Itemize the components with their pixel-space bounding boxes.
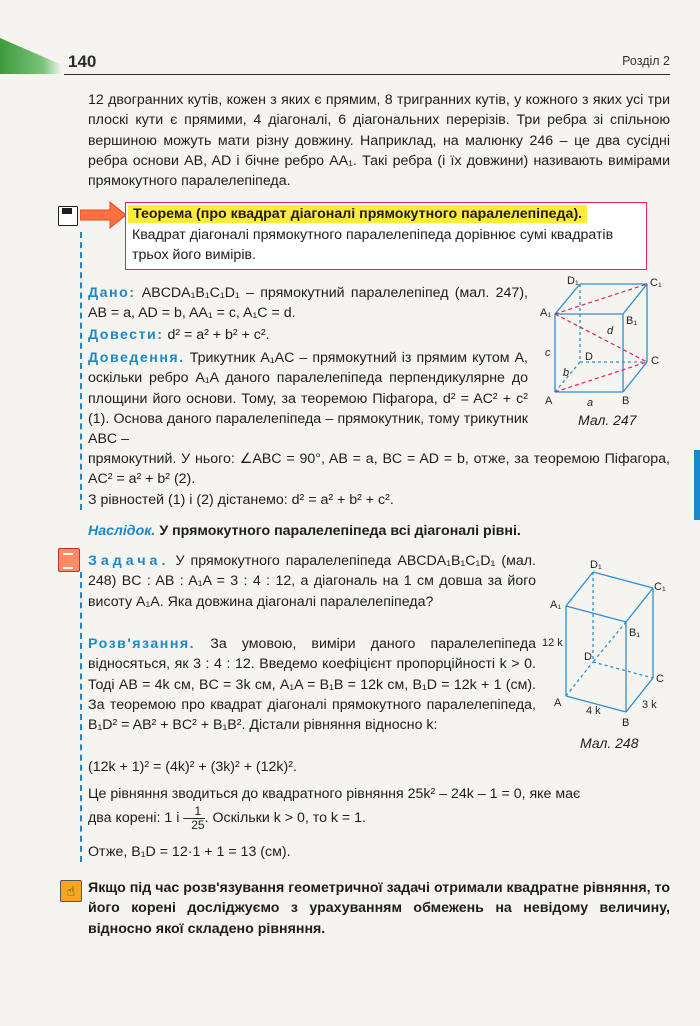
fig248-label-width: 4 k bbox=[586, 705, 601, 717]
solution-answer: Отже, B₁D = 12·1 + 1 = 13 (см). bbox=[88, 844, 291, 860]
fig248-label-C1: C₁ bbox=[654, 581, 666, 593]
figure-248-caption: Мал. 248 bbox=[580, 735, 639, 751]
solution-text-3a: два корені: 1 і – bbox=[88, 810, 192, 826]
header-rule bbox=[64, 74, 670, 75]
solution-text-2: Це рівняння зводиться до квадратного рівняння 25k² – 24k – 1 = 0, яке має bbox=[88, 786, 581, 802]
solution-label: Розв'язання. bbox=[88, 636, 196, 652]
prove-paragraph bbox=[88, 325, 528, 345]
theorem-body: Квадрат діагоналі прямокутного паралелепіпеда дорівнює сумі квадратів трьох його вимірів. bbox=[132, 227, 614, 263]
proof-text-1: Трикутник A₁AC – прямокутний із прямим кутом A, оскільки ребро A₁A даного паралелепіпеда перпендикулярне до площини його основи. Тому, за теоремою Піфагора, d² = AC² + c² (1). Основа даного паралелепіпеда – прямокутник, тому трикутник ABC – bbox=[88, 350, 528, 448]
theorem-arrow-icon bbox=[80, 200, 128, 230]
fig248-label-C: C bbox=[656, 673, 664, 685]
prove-label: Довести: bbox=[88, 327, 164, 343]
fraction-one-25 bbox=[191, 805, 204, 832]
corollary-label: Наслідок. bbox=[88, 523, 156, 539]
fig247-label-A: A bbox=[545, 395, 553, 407]
solution-margin-line bbox=[80, 572, 82, 862]
figure-247 bbox=[535, 272, 670, 412]
proof-margin-line bbox=[80, 232, 82, 510]
fig247-label-a: a bbox=[587, 397, 594, 409]
fig247-label-d: d bbox=[607, 325, 614, 337]
fig247-label-D: D bbox=[585, 351, 593, 363]
proof-label: Доведення. bbox=[88, 350, 185, 366]
proof-conclusion: З рівностей (1) і (2) дістанемо: d² = a² + b² + c². bbox=[88, 492, 394, 508]
fig248-label-B: B bbox=[622, 717, 630, 729]
note-paragraph: Якщо під час розв'язування геометричної задачі отримали квадратне рівняння, то його корені досліджуємо з урахуванням обмежень на невідому величину, відносно якої складено рівняння. bbox=[88, 880, 670, 937]
given-paragraph bbox=[88, 283, 528, 324]
floppy-disk-icon bbox=[58, 206, 78, 226]
proof-paragraph bbox=[88, 348, 528, 449]
fraction-numerator: 1 bbox=[191, 805, 204, 819]
figure-247-caption: Мал. 247 bbox=[578, 412, 637, 428]
problem-label: Задача. bbox=[88, 553, 170, 569]
figure-248 bbox=[538, 558, 673, 733]
corollary-paragraph bbox=[88, 521, 670, 541]
fig248-label-D1: D₁ bbox=[590, 559, 602, 571]
problem-paragraph bbox=[88, 551, 536, 612]
page-number: 140 bbox=[68, 52, 97, 71]
page-edge-marker bbox=[694, 450, 700, 520]
fig248-label-depth: 3 k bbox=[642, 699, 657, 711]
fraction-denominator: 25 bbox=[191, 817, 205, 832]
hand-pointer-icon: ☝ bbox=[60, 880, 82, 902]
fig248-label-A: A bbox=[554, 697, 562, 709]
fig247-label-c: c bbox=[545, 347, 551, 359]
fig247-label-B: B bbox=[622, 395, 630, 407]
fig248-label-D: D bbox=[584, 651, 592, 663]
prove-text: d² = a² + b² + c². bbox=[167, 327, 270, 343]
problem-text: У прямокутного паралелепіпеда ABCDA₁B₁C₁D₁ (мал. 248) BC : AB : A₁A = 3 : 4 : 12, а діагональ на 1 см довша за його висоту A₁A. Яка довжина діагоналі паралелепіпеда? bbox=[88, 553, 536, 610]
section-title: Розділ 2 bbox=[622, 54, 670, 68]
solution-paragraph bbox=[88, 634, 536, 735]
corollary-text: У прямокутного паралелепіпеда всі діагоналі рівні. bbox=[159, 523, 521, 539]
book-icon bbox=[58, 548, 80, 572]
fig248-label-B1: B₁ bbox=[629, 627, 641, 639]
proof-text-2: прямокутний. У нього: ∠ABC = 90°, AB = a, BC = AD = b, отже, за теоремою Піфагора, AC² = a² + b² (2). bbox=[88, 451, 670, 488]
fig247-label-D1: D₁ bbox=[567, 275, 579, 287]
fig247-label-b: b bbox=[563, 367, 570, 379]
given-label: Дано: bbox=[88, 285, 136, 301]
intro-paragraph: 12 двогранних кутів, кожен з яких є прямим, 8 тригранних кутів, у кожного з яких усі три плоскі кути є прямими, 4 діагоналі, 6 діагональних перерізів. Три ребра зі спільною вершиною можуть мати різну довжину. Наприклад, на малюнку 246 – це два сусідні ребра основи AB, AD і бічне ребро AA₁. Такі ребра (і їх довжини) називають вимірами прямокутного паралелепіпеда. bbox=[88, 92, 670, 190]
solution-equation: (12k + 1)² = (4k)² + (3k)² + (12k)². bbox=[88, 759, 297, 775]
solution-roots-line bbox=[88, 804, 670, 832]
theorem-box bbox=[125, 202, 647, 270]
fig247-label-C1: C₁ bbox=[650, 277, 662, 289]
theorem-title: Теорема (про квадрат діагоналі прямокутного паралелепіпеда). bbox=[128, 205, 587, 223]
solution-text-1: За умовою, виміри даного паралелепіпеда відносяться, як 3 : 4 : 12. Введемо коефіцієнт пропорційності k > 0. Тоді AB = 4k см, BC = 3k см, A₁A = B₁B = 12k см, B₁D = 12k + 1 (см). За теоремою про квадрат діагоналі прямокутного паралелепіпеда, B₁D² = AB² + BC² + B₁B². Дістали рівняння відносно k: bbox=[88, 636, 536, 734]
fig247-label-C: C bbox=[651, 355, 659, 367]
solution-text-3b: . Оскільки k > 0, то k = 1. bbox=[204, 810, 366, 826]
fig247-label-A1: A₁ bbox=[540, 307, 552, 319]
fig248-label-height: 12 k bbox=[542, 637, 563, 649]
given-text: ABCDA₁B₁C₁D₁ – прямокутний паралелепіпед (мал. 247), AB = a, AD = b, AA₁ = c, A₁C = d. bbox=[88, 285, 528, 322]
page-corner-tab bbox=[0, 38, 62, 74]
fig247-label-B1: B₁ bbox=[626, 315, 638, 327]
fig248-label-A1: A₁ bbox=[550, 599, 562, 611]
